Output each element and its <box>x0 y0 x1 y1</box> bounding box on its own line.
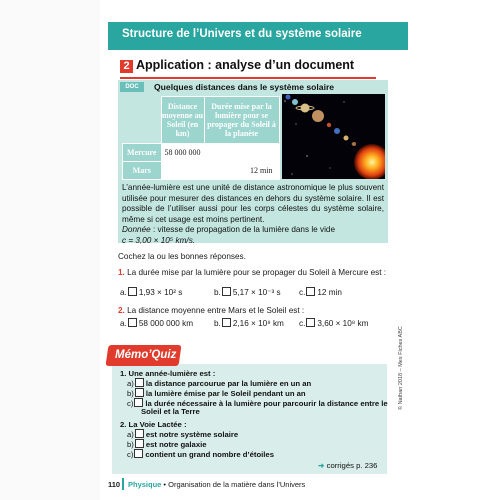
checkbox[interactable] <box>134 449 143 458</box>
page-number: 110 <box>108 480 121 489</box>
checkbox[interactable] <box>222 318 231 327</box>
corriges-text: corrigés p. 236 <box>326 461 378 470</box>
doc-paragraph-block <box>122 183 384 247</box>
checkbox[interactable] <box>128 318 137 327</box>
q2-option-c-letter: c. <box>299 319 306 328</box>
donnee-text: : vitesse de propagation de la lumière dans le vide <box>150 225 336 235</box>
footer-text <box>128 480 305 489</box>
table-cell-distance <box>161 162 204 180</box>
table-header-distance: Distance moyenne au Soleil (en km) <box>161 97 204 144</box>
q1-option-a-letter: a. <box>120 288 127 297</box>
checkbox[interactable] <box>306 318 315 327</box>
doc-paragraph: L’année-lumière est une unité de distance astronomique le plus souvent utilisée pour mesurer des distances en dehors du système solaire. Il est possible de l’utiliser aussi pour les corps célestes du système solaire, même si cet usage est moins pertinent. <box>122 183 384 224</box>
table-row-planet: Mars <box>123 162 162 180</box>
memo-q1-option-c-cont: Soleil et la Terre <box>141 407 200 416</box>
memo-q1-option-b[interactable]: b) la lumière émise par le Soleil pendant un an <box>127 389 306 398</box>
q2-option-c[interactable] <box>299 318 368 328</box>
checkbox[interactable] <box>128 287 137 296</box>
footer-subject: Physique <box>128 480 162 489</box>
table-row-planet: Mercure <box>123 144 162 162</box>
q1-option-b[interactable] <box>214 287 281 297</box>
copyright-text: © Nathan 2018 – Mes Fiches ABC <box>398 326 404 410</box>
doc-tag: DOC <box>120 82 144 92</box>
question-2 <box>118 306 388 316</box>
table-cell-duration <box>204 144 279 162</box>
q1-option-c-letter: c. <box>299 288 306 297</box>
q1-option-c-value: 12 min <box>317 288 342 297</box>
q1-option-a[interactable] <box>120 287 182 297</box>
memo-q2-option-b[interactable]: b) est notre galaxie <box>127 440 207 449</box>
table-row <box>123 162 280 180</box>
q1-option-b-letter: b. <box>214 288 221 297</box>
donnee-label: Donnée <box>122 225 151 235</box>
c-value: c = 3,00 × 10⁵ km/s. <box>122 235 196 245</box>
checkbox[interactable] <box>306 287 315 296</box>
q2-option-a[interactable] <box>120 318 193 328</box>
checkbox[interactable] <box>135 388 144 397</box>
table-row <box>123 144 280 162</box>
solar-system-image <box>282 94 385 179</box>
left-margin <box>0 0 100 500</box>
checkbox[interactable] <box>222 287 231 296</box>
table-cell-distance: 58 000 000 <box>161 144 204 162</box>
q1-option-a-value: 1,93 × 10² s <box>138 288 183 297</box>
corriges-link[interactable] <box>318 461 377 470</box>
memo-q2-option-c[interactable]: c) contient un grand nombre d’étoiles <box>127 450 274 459</box>
q2-option-b[interactable] <box>214 318 284 328</box>
q2-option-b-value: 2,16 × 10⁸ km <box>232 319 284 328</box>
table-corner <box>123 97 162 144</box>
distance-table <box>122 96 280 180</box>
question-1-number: 1. <box>118 268 125 277</box>
qcm-intro: Cochez la ou les bonnes réponses. <box>118 252 246 261</box>
checkbox[interactable] <box>134 398 143 407</box>
q2-option-b-letter: b. <box>214 319 221 328</box>
arrow-right-icon: ➜ <box>318 461 325 470</box>
q1-option-b-value: 5,17 × 10⁻³ s <box>232 288 281 297</box>
section-title: Application : analyse d’un document <box>136 58 355 72</box>
memo-quiz-label: Mémo’Quiz <box>115 349 177 361</box>
memo-q2-title: 2. La Voie Lactée : <box>120 420 187 429</box>
q2-option-a-value: 58 000 000 km <box>138 319 194 328</box>
checkbox[interactable] <box>135 378 144 387</box>
question-1 <box>118 268 388 278</box>
table-header-duration: Durée mise par la lumière pour se propager du Soleil à la planète <box>204 97 279 144</box>
chapter-title: Structure de l’Univers et du système solaire <box>122 28 362 40</box>
footer-divider <box>122 478 124 490</box>
q1-option-c[interactable] <box>299 287 342 297</box>
memo-q1-option-a[interactable]: a) la distance parcourue par la lumière en un an <box>127 379 312 388</box>
memo-q1-title: 1. Une année-lumière est : <box>120 369 216 378</box>
checkbox[interactable] <box>135 439 144 448</box>
section-underline <box>120 77 376 79</box>
table-cell-duration: 12 min <box>204 162 279 180</box>
memo-q2-option-a[interactable]: a) est notre système solaire <box>127 430 239 439</box>
q2-option-a-letter: a. <box>120 319 127 328</box>
memo-q1-option-c[interactable]: c) la durée nécessaire à la lumière pour parcourir la distance entre le <box>127 399 388 408</box>
doc-title: Quelques distances dans le système solaire <box>154 82 335 92</box>
section-number: 2 <box>120 60 133 73</box>
footer-chapter: • Organisation de la matière dans l’Univers <box>161 480 306 489</box>
q2-option-c-value: 3,60 × 10⁸ km <box>317 319 369 328</box>
solar-system-illustration <box>282 94 385 179</box>
question-1-text: La durée mise par la lumière pour se propager du Soleil à Mercure est : <box>127 268 387 277</box>
chapter-header <box>108 22 408 50</box>
question-2-text: La distance moyenne entre Mars et le Soleil est : <box>127 306 305 315</box>
checkbox[interactable] <box>135 429 144 438</box>
question-2-number: 2. <box>118 306 125 315</box>
